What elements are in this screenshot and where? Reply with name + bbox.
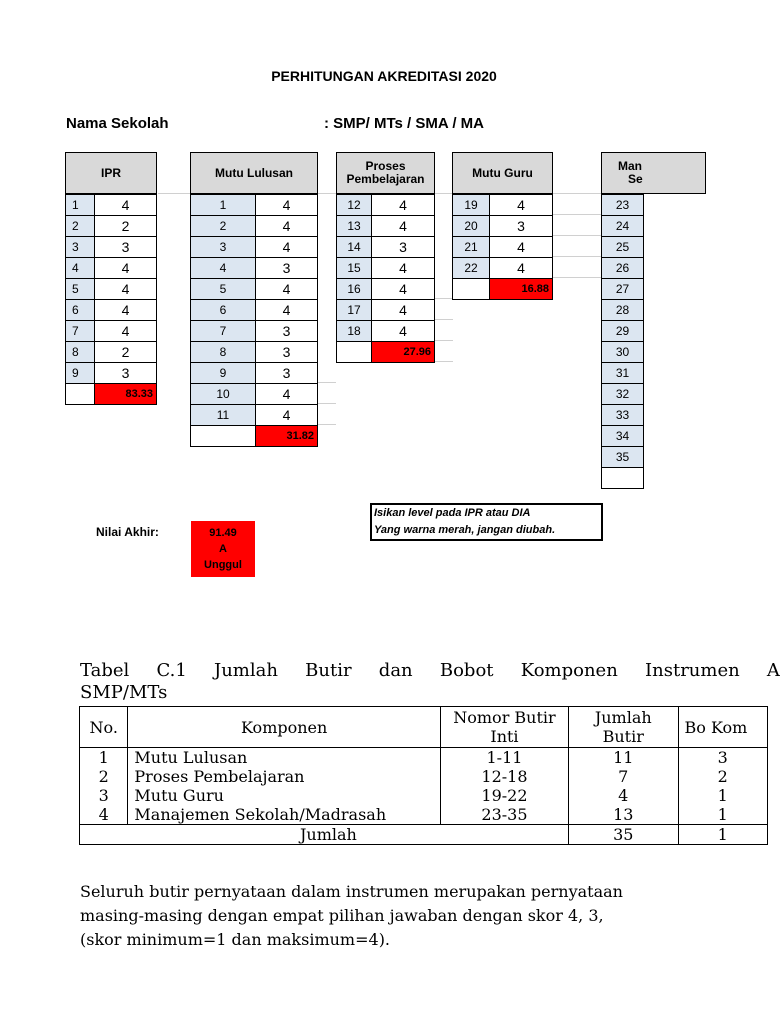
item-score: 4 — [94, 320, 157, 342]
table-row — [65, 236, 156, 257]
item-number: 26 — [601, 257, 644, 279]
item-number: 2 — [65, 215, 95, 237]
item-score: 4 — [255, 404, 318, 426]
item-score: 4 — [255, 299, 318, 321]
item-score: 4 — [371, 257, 435, 279]
mutu-guru-header: Mutu Guru — [452, 152, 553, 194]
manajemen-table — [601, 194, 643, 488]
row-nomor: 12-18 — [440, 767, 568, 786]
item-number: 32 — [601, 383, 644, 405]
item-number: 34 — [601, 425, 644, 447]
total-row — [601, 467, 643, 488]
item-score: 3 — [255, 257, 318, 279]
item-number: 33 — [601, 404, 644, 426]
total-spacer — [190, 425, 256, 447]
row-nomor: 19-22 — [440, 786, 568, 805]
table-c1-footer-row — [80, 825, 768, 845]
table-row — [65, 257, 156, 278]
total-value: 16.88 — [489, 278, 553, 300]
row-no: 1 — [80, 748, 128, 768]
table-row — [190, 215, 317, 236]
table-row — [601, 425, 643, 446]
footer-jumlah: 35 — [568, 825, 678, 845]
item-number: 35 — [601, 446, 644, 468]
row-nomor: 1-11 — [440, 748, 568, 768]
item-score: 4 — [489, 257, 553, 279]
item-score: 4 — [371, 194, 435, 216]
table-row — [65, 362, 156, 383]
table-row — [65, 320, 156, 341]
table-c1-caption-line1: Tabel C.1 Jumlah Butir dan Bobot Komponen Instrumen A — [80, 660, 780, 681]
item-score: 3 — [255, 341, 318, 363]
row-jumlah: 7 — [568, 767, 678, 786]
item-number: 23 — [601, 194, 644, 216]
row-jumlah: 11 — [568, 748, 678, 768]
row-bobot: 1 — [678, 805, 768, 825]
table-row — [65, 341, 156, 362]
item-score: 4 — [94, 194, 157, 216]
proses-pembelajaran-header: Proses Pembelajaran — [336, 152, 435, 194]
item-number: 25 — [601, 236, 644, 258]
row-nomor: 23-35 — [440, 805, 568, 825]
item-number: 21 — [452, 236, 490, 258]
table-row — [336, 299, 434, 320]
total-row — [65, 383, 156, 404]
item-number: 6 — [190, 299, 256, 321]
table-row — [601, 383, 643, 404]
item-score: 4 — [489, 236, 553, 258]
item-number: 12 — [336, 194, 372, 216]
item-number: 1 — [65, 194, 95, 216]
item-score: 4 — [371, 320, 435, 342]
item-score: 4 — [255, 278, 318, 300]
table-row — [601, 257, 643, 278]
item-number: 16 — [336, 278, 372, 300]
item-number: 30 — [601, 341, 644, 363]
item-number: 18 — [336, 320, 372, 342]
item-score: 4 — [94, 278, 157, 300]
paragraph: Seluruh butir pernyataan dalam instrumen merupakan pernyataan masing-masing dengan empat pilihan jawaban dengan skor 4, 3, (skor minimum=1 dan maksimum=4). — [80, 882, 623, 949]
row-no: 3 — [80, 786, 128, 805]
item-number: 2 — [190, 215, 256, 237]
table-row — [336, 194, 434, 215]
table-row — [190, 299, 317, 320]
table-row — [65, 215, 156, 236]
total-value: 27.96 — [371, 341, 435, 363]
row-jumlah: 4 — [568, 786, 678, 805]
table-row — [80, 805, 768, 825]
item-score: 3 — [489, 215, 553, 237]
row-bobot: 3 — [678, 748, 768, 768]
item-number: 11 — [190, 404, 256, 426]
item-number: 28 — [601, 299, 644, 321]
item-number: 9 — [190, 362, 256, 384]
mutu-guru-table — [452, 194, 552, 299]
table-row — [336, 257, 434, 278]
item-score: 3 — [255, 320, 318, 342]
item-number: 19 — [452, 194, 490, 216]
item-score: 4 — [94, 257, 157, 279]
item-number: 6 — [65, 299, 95, 321]
item-score: 3 — [94, 236, 157, 258]
item-number: 3 — [65, 236, 95, 258]
item-number: 3 — [190, 236, 256, 258]
table-row — [452, 236, 552, 257]
footer-bobot: 1 — [678, 825, 768, 845]
mutu-lulusan-header: Mutu Lulusan — [190, 152, 318, 194]
row-no: 2 — [80, 767, 128, 786]
nilai-akhir-label: Nilai Akhir: — [96, 525, 159, 539]
item-number: 13 — [336, 215, 372, 237]
proses-pembelajaran-table — [336, 194, 434, 362]
item-number: 5 — [65, 278, 95, 300]
table-c1-caption — [80, 660, 780, 704]
item-number: 27 — [601, 278, 644, 300]
item-number: 31 — [601, 362, 644, 384]
row-bobot: 2 — [678, 767, 768, 786]
table-row — [452, 194, 552, 215]
row-jumlah: 13 — [568, 805, 678, 825]
item-number: 8 — [190, 341, 256, 363]
col-nomor-butir: Nomor Butir Inti — [440, 707, 568, 748]
total-value: 83.33 — [94, 383, 157, 405]
item-number: 7 — [65, 320, 95, 342]
total-spacer — [336, 341, 372, 363]
table-row — [190, 404, 317, 425]
ipr-header: IPR — [65, 152, 157, 194]
table-row — [190, 257, 317, 278]
item-number: 4 — [65, 257, 95, 279]
table-row — [336, 236, 434, 257]
col-komponen: Komponen — [128, 707, 441, 748]
row-komponen: Mutu Lulusan — [128, 748, 441, 768]
table-row — [601, 362, 643, 383]
total-spacer — [452, 278, 490, 300]
item-number: 8 — [65, 341, 95, 363]
school-type-value: : SMP/ MTs / SMA / MA — [324, 115, 484, 132]
table-row — [601, 341, 643, 362]
item-number: 5 — [190, 278, 256, 300]
total-value: 31.82 — [255, 425, 318, 447]
table-row — [336, 320, 434, 341]
table-row — [601, 320, 643, 341]
item-score: 4 — [371, 215, 435, 237]
total-spacer — [65, 383, 95, 405]
table-row — [336, 278, 434, 299]
table-row — [65, 299, 156, 320]
table-c1-caption-line2: SMP/MTs — [80, 682, 168, 703]
table-row — [80, 748, 768, 768]
total-spacer — [601, 467, 644, 489]
table-c1 — [79, 706, 768, 845]
school-name-label: Nama Sekolah — [66, 115, 169, 132]
item-score: 4 — [255, 215, 318, 237]
table-c1-header-row — [80, 707, 768, 748]
item-number: 7 — [190, 320, 256, 342]
table-row — [452, 257, 552, 278]
row-komponen: Mutu Guru — [128, 786, 441, 805]
table-row — [601, 278, 643, 299]
col-bobot: Bo Kom — [678, 707, 768, 748]
total-row — [336, 341, 434, 362]
total-row — [190, 425, 317, 446]
nilai-akhir-grade: A — [219, 543, 227, 555]
item-number: 24 — [601, 215, 644, 237]
ipr-table — [65, 194, 156, 404]
nilai-akhir-box — [191, 521, 255, 577]
item-score: 3 — [94, 362, 157, 384]
item-score: 4 — [255, 383, 318, 405]
table-row — [601, 215, 643, 236]
table-row — [65, 278, 156, 299]
item-number: 9 — [65, 362, 95, 384]
page-title: PERHITUNGAN AKREDITASI 2020 — [271, 68, 497, 84]
table-row — [452, 215, 552, 236]
table-row — [80, 767, 768, 786]
item-number: 15 — [336, 257, 372, 279]
item-score: 4 — [255, 194, 318, 216]
item-score: 4 — [371, 278, 435, 300]
item-number: 17 — [336, 299, 372, 321]
item-number: 1 — [190, 194, 256, 216]
item-number: 14 — [336, 236, 372, 258]
item-score: 4 — [371, 299, 435, 321]
total-row — [452, 278, 552, 299]
nilai-akhir-predikat: Unggul — [204, 559, 242, 571]
row-komponen: Manajemen Sekolah/Madrasah — [128, 805, 441, 825]
col-jumlah-butir: Jumlah Butir — [568, 707, 678, 748]
table-row — [80, 786, 768, 805]
instruction-note: Isikan level pada IPR atau DIA Yang warna merah, jangan diubah. — [370, 503, 603, 541]
item-score: 3 — [371, 236, 435, 258]
table-row — [190, 320, 317, 341]
item-score: 2 — [94, 341, 157, 363]
item-score: 4 — [255, 236, 318, 258]
item-score: 2 — [94, 215, 157, 237]
table-row — [190, 194, 317, 215]
table-row — [190, 362, 317, 383]
item-score: 4 — [94, 299, 157, 321]
item-number: 20 — [452, 215, 490, 237]
item-score: 4 — [489, 194, 553, 216]
table-row — [336, 215, 434, 236]
col-no: No. — [80, 707, 128, 748]
table-row — [65, 194, 156, 215]
mutu-lulusan-table — [190, 194, 317, 446]
table-row — [190, 383, 317, 404]
item-number: 29 — [601, 320, 644, 342]
nilai-akhir-score: 91.49 — [209, 527, 237, 539]
table-row — [601, 236, 643, 257]
table-row — [601, 404, 643, 425]
row-bobot: 1 — [678, 786, 768, 805]
table-row — [190, 278, 317, 299]
table-row — [601, 299, 643, 320]
table-row — [190, 236, 317, 257]
table-row — [601, 446, 643, 467]
item-number: 10 — [190, 383, 256, 405]
footer-label: Jumlah — [80, 825, 569, 845]
manajemen-header: Man Se — [601, 152, 706, 194]
table-row — [601, 194, 643, 215]
table-row — [190, 341, 317, 362]
item-number: 4 — [190, 257, 256, 279]
row-komponen: Proses Pembelajaran — [128, 767, 441, 786]
item-score: 3 — [255, 362, 318, 384]
row-no: 4 — [80, 805, 128, 825]
item-number: 22 — [452, 257, 490, 279]
